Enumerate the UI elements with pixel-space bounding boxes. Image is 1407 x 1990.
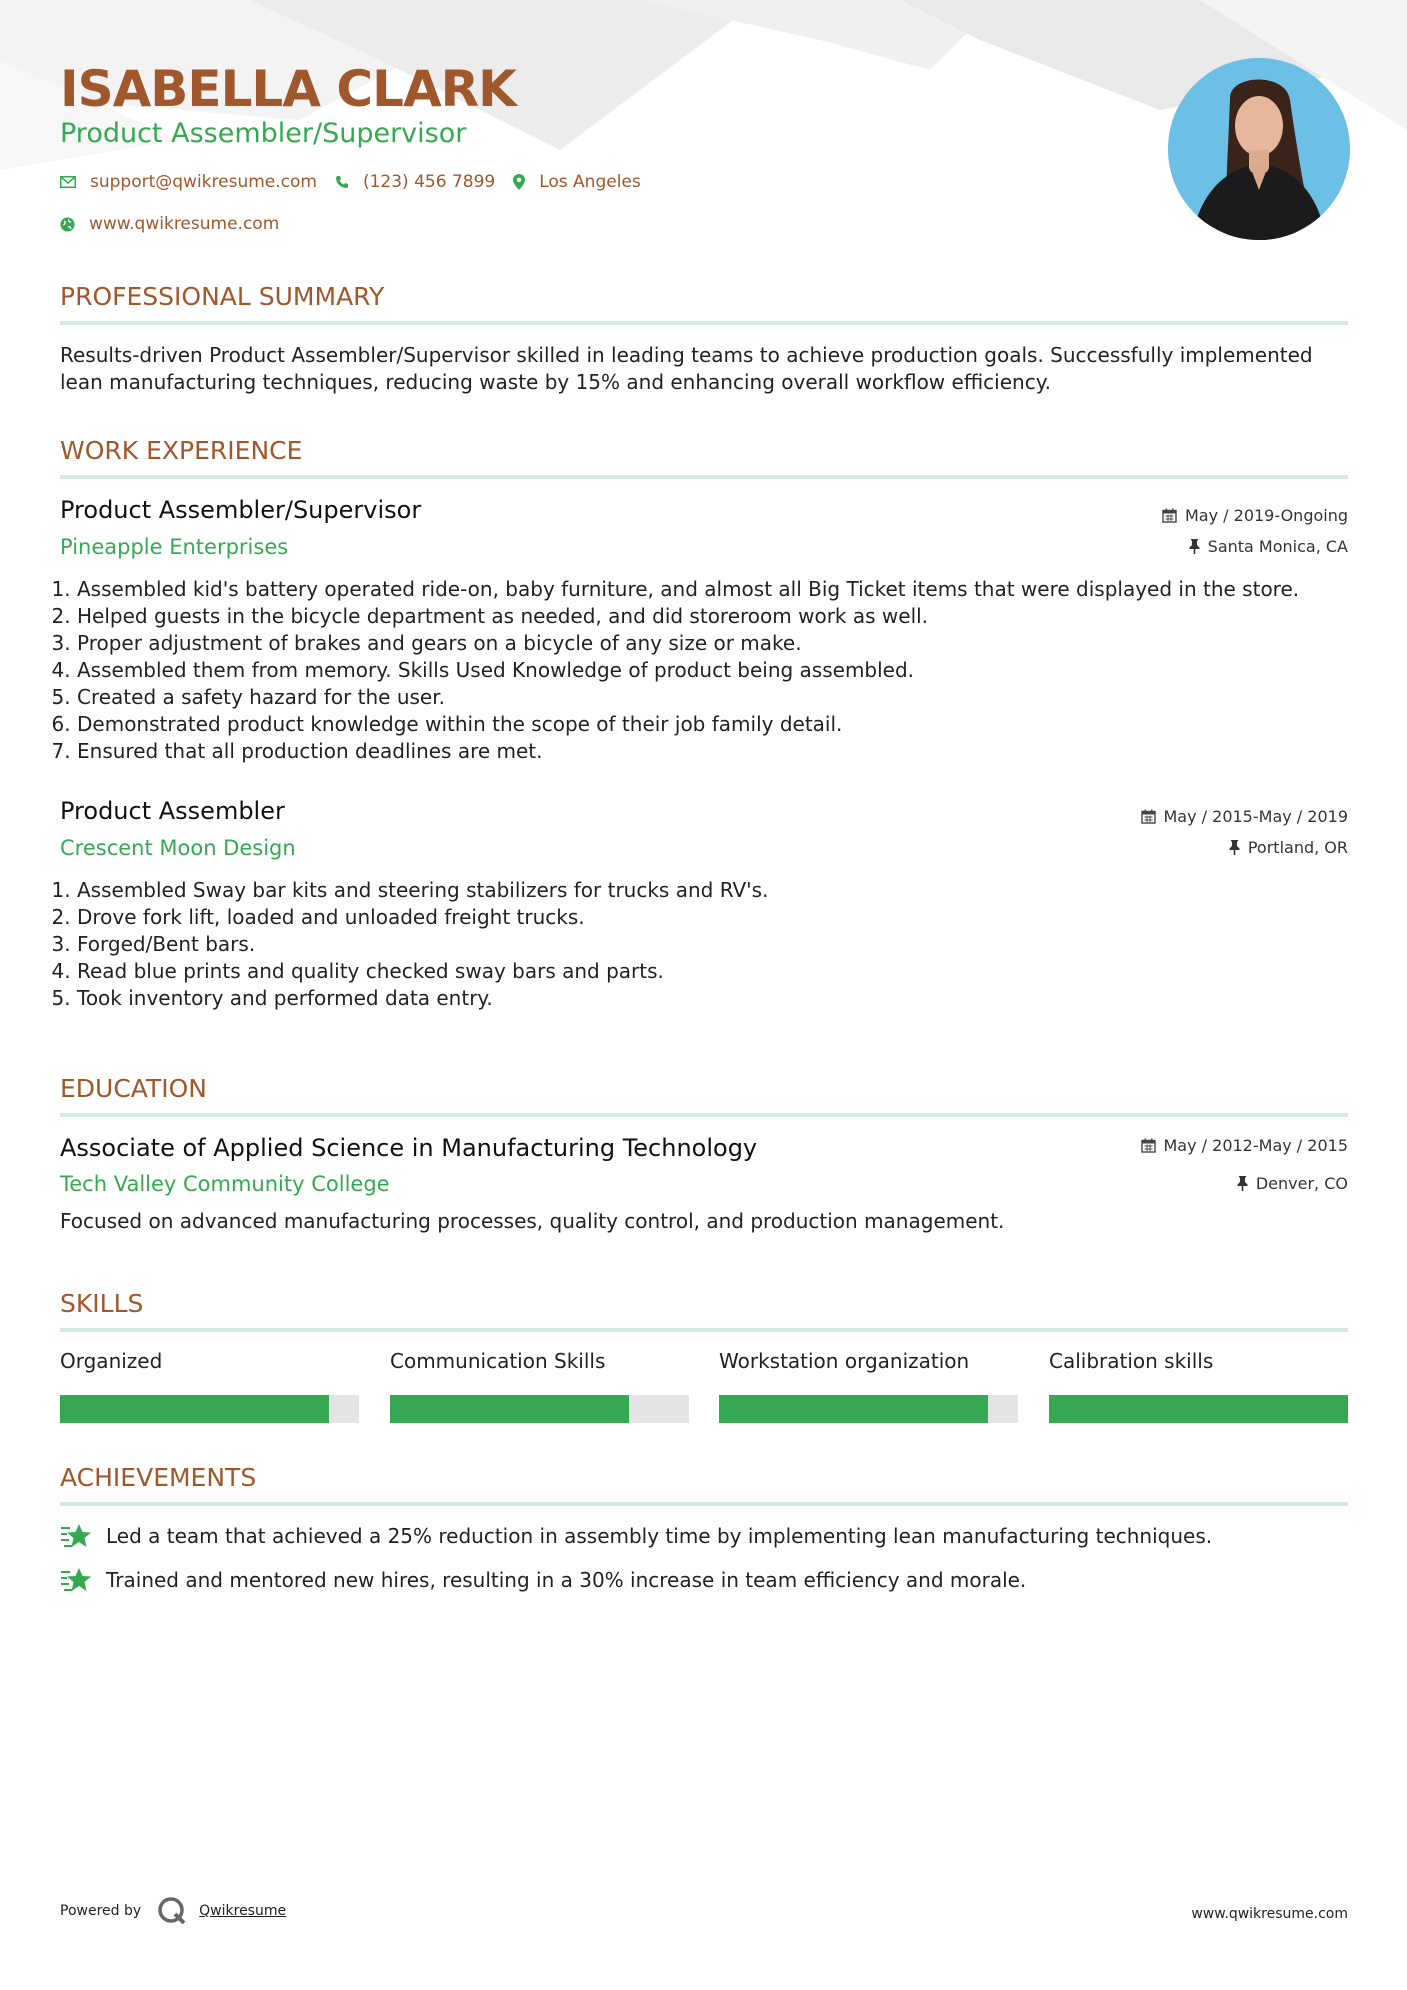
- skill-label: Organized: [60, 1349, 163, 1373]
- list-item: 2. Helped guests in the bicycle department as needed, and did storeroom work as well.: [77, 603, 1347, 630]
- map-pin-icon: [513, 174, 525, 190]
- footer-powered-by: [60, 1896, 286, 1926]
- location-text: Los Angeles: [539, 172, 641, 192]
- skill-bar-fill: [390, 1395, 629, 1423]
- pushpin-icon: [1189, 539, 1200, 554]
- calendar-icon: [1141, 809, 1156, 824]
- list-item: 1. Assembled Sway bar kits and steering stabilizers for trucks and RV's.: [77, 877, 1347, 904]
- job-location: [1229, 838, 1348, 857]
- job-dates: [1162, 506, 1348, 525]
- education-location-text: Denver, CO: [1255, 1174, 1348, 1193]
- skills-heading: SKILLS: [60, 1289, 144, 1318]
- school-name: Tech Valley Community College: [60, 1172, 390, 1196]
- skill-bar-fill: [60, 1395, 329, 1423]
- contact-website[interactable]: [60, 214, 279, 234]
- phone-icon: [335, 175, 349, 189]
- contact-email[interactable]: [60, 172, 317, 192]
- section-divider: [60, 1113, 1348, 1117]
- achievement-text: Trained and mentored new hires, resulting in a 30% increase in team efficiency and morale.: [106, 1568, 1027, 1592]
- achievement-item: [60, 1522, 1212, 1550]
- job-dates: [1141, 807, 1349, 826]
- job-dates-text: May / 2019-Ongoing: [1185, 506, 1348, 525]
- calendar-icon: [1141, 1138, 1156, 1153]
- summary-heading: PROFESSIONAL SUMMARY: [60, 282, 385, 311]
- list-item: 1. Assembled kid's battery operated ride-on, baby furniture, and almost all Big Ticket items that were displayed in the store.: [77, 576, 1347, 603]
- phone-text: (123) 456 7899: [362, 172, 496, 192]
- list-item: 6. Demonstrated product knowledge within the scope of their job family detail.: [77, 711, 1347, 738]
- pushpin-icon: [1237, 1176, 1248, 1191]
- list-item: 3. Forged/Bent bars.: [77, 931, 1347, 958]
- profile-photo: [1168, 58, 1350, 240]
- job-duties-list: [60, 877, 1347, 1012]
- section-divider: [60, 1328, 1348, 1332]
- contact-row: [60, 172, 659, 192]
- degree-title: Associate of Applied Science in Manufacturing Technology: [60, 1134, 758, 1162]
- envelope-icon: [60, 176, 76, 188]
- skill-bar: [1049, 1395, 1348, 1423]
- achievement-item: [60, 1566, 1026, 1594]
- pushpin-icon: [1229, 840, 1240, 855]
- section-divider: [60, 475, 1348, 479]
- qwikresume-logo-icon: [157, 1896, 187, 1926]
- star-badge-icon: [60, 1522, 92, 1550]
- achievement-text: Led a team that achieved a 25% reduction in assembly time by implementing lean manufacturing techniques.: [106, 1524, 1213, 1548]
- skill-bar-fill: [1049, 1395, 1348, 1423]
- education-description: Focused on advanced manufacturing processes, quality control, and production management.: [60, 1209, 1005, 1233]
- star-badge-icon: [60, 1566, 92, 1594]
- skill-bar: [390, 1395, 689, 1423]
- education-dates: [1141, 1136, 1349, 1155]
- section-divider: [60, 1502, 1348, 1506]
- skill-bar: [719, 1395, 1018, 1423]
- skill-label: Communication Skills: [390, 1349, 606, 1373]
- skill-item: [60, 1349, 359, 1423]
- list-item: 7. Ensured that all production deadlines are met.: [77, 738, 1347, 765]
- job-title: Product Assembler/Supervisor: [60, 496, 422, 524]
- candidate-name: ISABELLA CLARK: [60, 60, 516, 118]
- contact-phone[interactable]: [335, 172, 495, 192]
- skill-item: [1049, 1349, 1348, 1423]
- skill-label: Workstation organization: [719, 1349, 970, 1373]
- education-location: [1237, 1174, 1348, 1193]
- brand-link[interactable]: Qwikresume: [199, 1903, 287, 1919]
- footer-website[interactable]: www.qwikresume.com: [1191, 1906, 1348, 1922]
- calendar-icon: [1162, 508, 1177, 523]
- skill-item: [390, 1349, 689, 1423]
- globe-icon: [60, 217, 75, 232]
- job-location-text: Santa Monica, CA: [1207, 537, 1348, 556]
- experience-heading: WORK EXPERIENCE: [60, 436, 303, 465]
- website-text: www.qwikresume.com: [89, 214, 280, 234]
- job-dates-text: May / 2015-May / 2019: [1163, 807, 1348, 826]
- list-item: 3. Proper adjustment of brakes and gears on a bicycle of any size or make.: [77, 630, 1347, 657]
- education-heading: EDUCATION: [60, 1074, 207, 1103]
- achievements-heading: ACHIEVEMENTS: [60, 1463, 257, 1492]
- powered-by-label: Powered by: [60, 1903, 142, 1919]
- company-name: Crescent Moon Design: [60, 836, 296, 860]
- contact-location: [513, 172, 641, 192]
- job-duties-list: [60, 576, 1347, 765]
- job-title: Product Assembler: [60, 797, 285, 825]
- list-item: 4. Assembled them from memory. Skills Used Knowledge of product being assembled.: [77, 657, 1347, 684]
- candidate-title: Product Assembler/Supervisor: [60, 118, 467, 149]
- list-item: 4. Read blue prints and quality checked sway bars and parts.: [77, 958, 1347, 985]
- summary-text: Results-driven Product Assembler/Supervisor skilled in leading teams to achieve production goals. Successfully implemented lean manufacturing techniques, reducing waste by 15% and enhancing overall workflow efficiency.: [60, 343, 1313, 394]
- list-item: 5. Created a safety hazard for the user.: [77, 684, 1347, 711]
- skill-bar-fill: [719, 1395, 988, 1423]
- section-divider: [60, 321, 1348, 325]
- education-dates-text: May / 2012-May / 2015: [1163, 1136, 1348, 1155]
- skill-item: [719, 1349, 1018, 1423]
- website-row: [60, 214, 297, 234]
- list-item: 5. Took inventory and performed data entry.: [77, 985, 1347, 1012]
- company-name: Pineapple Enterprises: [60, 535, 289, 559]
- skill-bar: [60, 1395, 359, 1423]
- job-location: [1189, 537, 1348, 556]
- skill-label: Calibration skills: [1049, 1349, 1214, 1373]
- job-location-text: Portland, OR: [1247, 838, 1348, 857]
- email-text: support@qwikresume.com: [90, 172, 317, 192]
- list-item: 2. Drove fork lift, loaded and unloaded freight trucks.: [77, 904, 1347, 931]
